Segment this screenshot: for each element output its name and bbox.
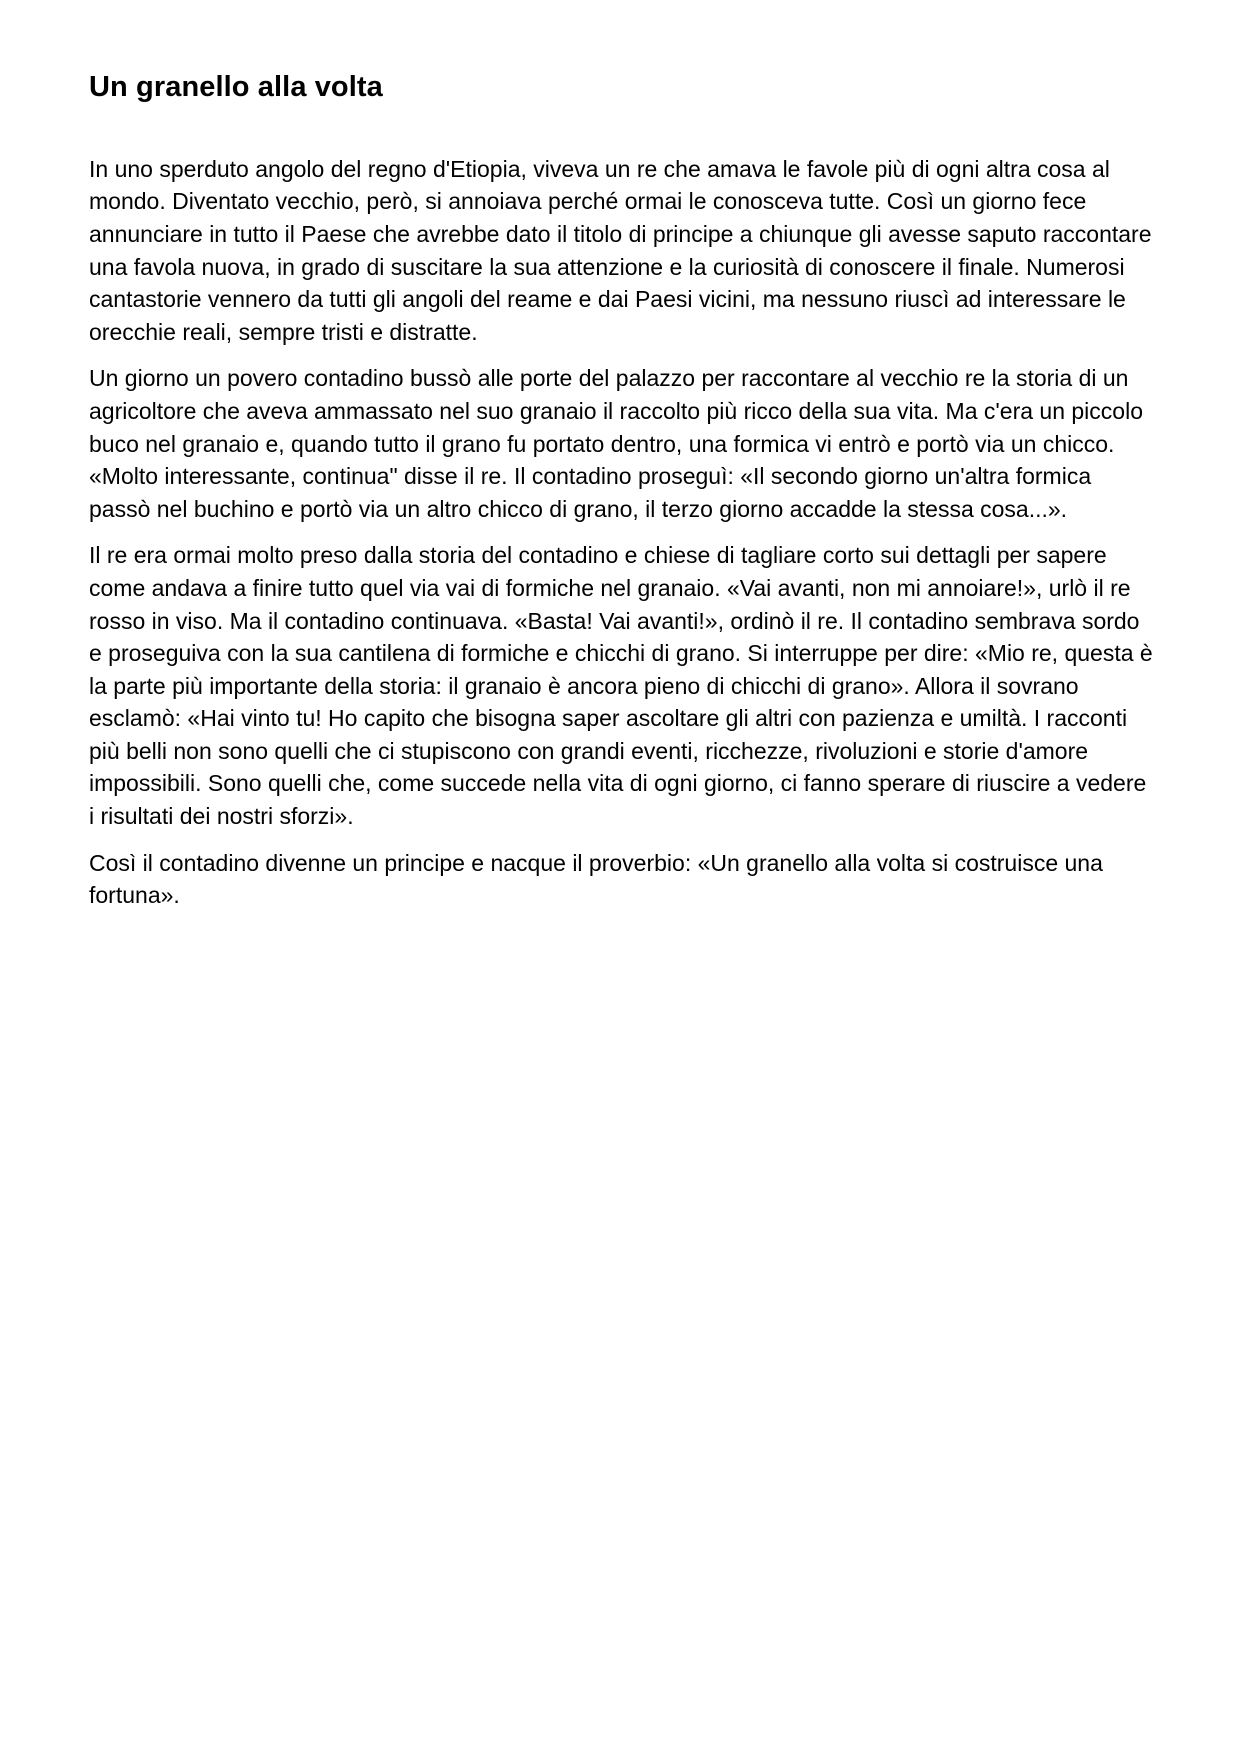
paragraph-3: Il re era ormai molto preso dalla storia del contadino e chiese di tagliare corto sui dettagli per sapere come andava a finire tutto quel via vai di formiche nel granaio. «Vai avanti, non mi annoiare!», urlò il re rosso in viso. Ma il contadino continuava. «Basta! Vai avanti!», ordinò il re. Il contadino sembrava sordo e proseguiva con la sua cantilena di formiche e chicchi di grano. Si interruppe per dire: «Mio re, questa è la parte più importante della storia: il granaio è ancora pieno di chicchi di grano». Allora il sovrano esclamò: «Hai vinto tu! Ho capito che bisogna saper ascoltare gli altri con pazienza e umiltà. I racconti più belli non sono quelli che ci stupiscono con grandi eventi, ricchezze, rivoluzioni e storie d'amore impossibili. Sono quelli che, come succede nella vita di ogni giorno, ci fanno sperare di riuscire a vedere i risultati dei nostri sforzi».: [89, 542, 1153, 830]
document-title: Un granello alla volta: [89, 71, 383, 103]
paragraph-2: Un giorno un povero contadino bussò alle porte del palazzo per raccontare al vecchio re la storia di un agricoltore che aveva ammassato nel suo granaio il raccolto più ricco della sua vita. Ma c'era un piccolo buco nel granaio e, quando tutto il grano fu portato dentro, una formica vi entrò e portò via un chicco. «Molto interessante, continua" disse il re. Il contadino proseguì: «Il secondo giorno un'altra formica passò nel buchino e portò via un altro chicco di grano, il terzo giorno accadde la stessa cosa...».: [89, 365, 1143, 522]
document-page: [89, 70, 1155, 926]
paragraph-1: In uno sperduto angolo del regno d'Etiopia, viveva un re che amava le favole più di ogni altra cosa al mondo. Diventato vecchio, però, si annoiava perché ormai le conosceva tutte. Così un giorno fece annunciare in tutto il Paese che avrebbe dato il titolo di principe a chiunque gli avesse saputo raccontare una favola nuova, in grado di suscitare la sua attenzione e la curiosità di conoscere il finale. Numerosi cantastorie vennero da tutti gli angoli del reame e dai Paesi vicini, ma nessuno riuscì ad interessare le orecchie reali, sempre tristi e distratte.: [89, 155, 1152, 345]
paragraph-4: Così il contadino divenne un principe e nacque il proverbio: «Un granello alla volta si costruisce una fortuna».: [89, 849, 1103, 909]
